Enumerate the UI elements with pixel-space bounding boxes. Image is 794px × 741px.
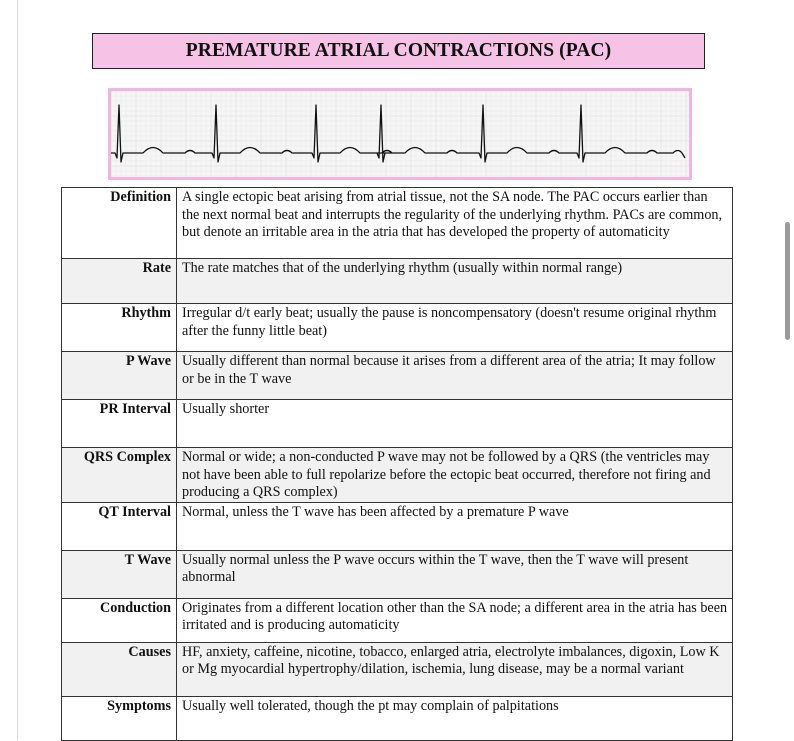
row-label: Rhythm <box>62 304 177 352</box>
row-label: QRS Complex <box>62 448 177 503</box>
row-text: Normal or wide; a non-conducted P wave may not be followed by a QRS (the ventricles may not have been able to full repolarize before the ectopic beat occurred, therefore not firing and producing a QRS complex) <box>177 448 733 503</box>
row-text: Originates from a different location other than the SA node; a different area in the atria has been irritated and is producing automaticity <box>177 598 733 642</box>
table-row <box>62 352 733 400</box>
page-title: PREMATURE ATRIAL CONTRACTIONS (PAC) <box>92 33 705 69</box>
row-text: Usually normal unless the P wave occurs within the T wave, then the T wave will present abnormal <box>177 550 733 598</box>
row-text: Usually shorter <box>177 400 733 448</box>
pac-info-table <box>61 187 733 741</box>
table-row <box>62 642 733 696</box>
row-text: A single ectopic beat arising from atrial tissue, not the SA node. The PAC occurs earlier than the next normal beat and interrupts the regularity of the underlying rhythm. PACs are common, but denote an irritable area in the atria that has developed the property of automaticity <box>177 188 733 259</box>
scrollbar[interactable] <box>785 222 790 340</box>
table-row <box>62 502 733 550</box>
row-label: Rate <box>62 259 177 304</box>
row-text: The rate matches that of the underlying rhythm (usually within normal range) <box>177 259 733 304</box>
row-text: HF, anxiety, caffeine, nicotine, tobacco, enlarged atria, electrolyte imbalances, digoxin, Low K or Mg myocardial hypertrophy/dilation, ischemia, lung disease, may be a normal variant <box>177 642 733 696</box>
row-label: QT Interval <box>62 502 177 550</box>
table-row <box>62 400 733 448</box>
page-edge-line <box>17 0 18 739</box>
ecg-strip-image <box>108 88 692 180</box>
row-text: Irregular d/t early beat; usually the pause is noncompensatory (doesn't resume original rhythm after the funny little beat) <box>177 304 733 352</box>
row-label: Symptoms <box>62 696 177 740</box>
row-text: Normal, unless the T wave has been affected by a premature P wave <box>177 502 733 550</box>
table-row <box>62 259 733 304</box>
row-label: Definition <box>62 188 177 259</box>
row-label: Conduction <box>62 598 177 642</box>
row-label: PR Interval <box>62 400 177 448</box>
table-row <box>62 448 733 503</box>
ecg-rhythm-strip-icon <box>111 91 689 177</box>
ecg-trace <box>111 105 685 162</box>
table-row <box>62 696 733 740</box>
table-row <box>62 188 733 259</box>
table-row <box>62 304 733 352</box>
row-text: Usually different than normal because it arises from a different area of the atria; It may follow or be in the T wave <box>177 352 733 400</box>
row-text: Usually well tolerated, though the pt may complain of palpitations <box>177 696 733 740</box>
table-row <box>62 550 733 598</box>
row-label: T Wave <box>62 550 177 598</box>
row-label: Causes <box>62 642 177 696</box>
table-row <box>62 598 733 642</box>
row-label: P Wave <box>62 352 177 400</box>
